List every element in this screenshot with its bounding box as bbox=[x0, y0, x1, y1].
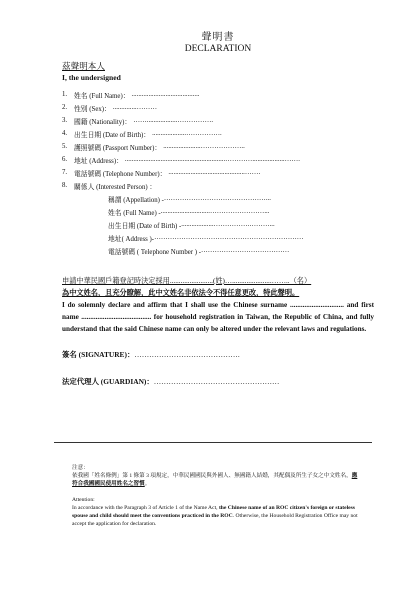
personal-fields bbox=[62, 88, 374, 257]
field-address[interactable]: 6. 地址 (Address)： ...........................................................…………...................……. bbox=[62, 156, 300, 165]
signature-dots: ……………………………………. bbox=[134, 350, 240, 359]
declaration-cn-line-2: 為中文姓名，且充分瞭解，此中文姓名非依法令不得任意更改，特此聲明。 bbox=[62, 289, 300, 297]
field-nationality[interactable]: 3. 國籍 (Nationality)： ……..................……………. bbox=[62, 117, 214, 126]
declaration-cn-line-1: 申請中華民國戶籍登記時決定採用........................(姓)…......................……..（名） bbox=[62, 277, 312, 285]
notes-section bbox=[72, 464, 362, 528]
signature-line[interactable] bbox=[62, 349, 374, 360]
title-english: DECLARATION bbox=[184, 44, 252, 54]
guardian-dots: …………………………………………… bbox=[153, 377, 280, 386]
guardian-line[interactable] bbox=[62, 376, 374, 387]
declarant-heading-cn: 茲聲明本人 bbox=[62, 61, 105, 71]
title-chinese: 聲明書 bbox=[201, 32, 235, 43]
attention-title: Attention: bbox=[72, 497, 95, 503]
field-sex[interactable]: 2. 性別 (Sex)： ..............……… bbox=[62, 104, 157, 113]
sub-field-appellation[interactable]: 稱謂 (Appellation) - ………………………………………... bbox=[108, 195, 271, 204]
sub-field-full-name[interactable]: 姓名 (Full Name) - .............................……………………... bbox=[108, 208, 270, 217]
field-interested-person: 8. 關係人 (Interested Person) ： bbox=[62, 182, 157, 191]
declaration-en: I do solemnly declare and affirm that I shall use the Chinese surname .............................. and first name ....................................... for household registration in Taiwan, the Republic of China, and fully understand that the said Chinese name can only be altered under the relevant laws and regulations. bbox=[62, 301, 374, 333]
signature-label: 簽名 (SIGNATURE)： bbox=[62, 350, 135, 359]
note-title: 注意： bbox=[72, 465, 89, 471]
sub-field-telephone[interactable]: 電話號碼 ( Telephone Number ) - ………………………………… bbox=[108, 247, 290, 256]
field-telephone-number[interactable]: 7. 電話號碼 (Telephone Number)： .............................................……. bbox=[62, 169, 261, 178]
field-passport-number[interactable]: 5. 護照號碼 (Passport Number)： ......................……………….. bbox=[62, 143, 245, 152]
field-full-name[interactable]: 1. 姓名 (Full Name)： ........................................ bbox=[62, 91, 200, 100]
guardian-label: 法定代理人 (GUARDIAN)： bbox=[62, 377, 154, 386]
declarant-heading-en: I, the undersigned bbox=[62, 73, 121, 82]
note-chinese: 依我國「姓名條例」第 1 條第 3 項規定，中華民國國民與外國人、無國籍人結婚，其配偶及所生子女之中文姓名，應符合我國國民使用姓名之習慣。 bbox=[72, 473, 358, 487]
field-date-of-birth[interactable]: 4. 出生日期 (Date of Birth)： ....................……………. bbox=[62, 130, 222, 139]
declaration-statement bbox=[62, 275, 374, 335]
attention-text: In accordance with the Paragraph 3 of Article 1 of the Name Act, the Chinese name of an ROC citizen's foreign or stateless spouse and child should meet the conventions practiced in the ROC. Otherwise, the Household Registration Office may not accept the application for declaration. bbox=[72, 505, 358, 527]
divider bbox=[54, 442, 372, 443]
sub-field-date-of-birth[interactable]: 出生日期 (Date of Birth) - ...................…………….………... bbox=[108, 221, 275, 230]
sub-field-address[interactable]: 地址( Address )- ………………………………………………………… bbox=[108, 234, 304, 243]
